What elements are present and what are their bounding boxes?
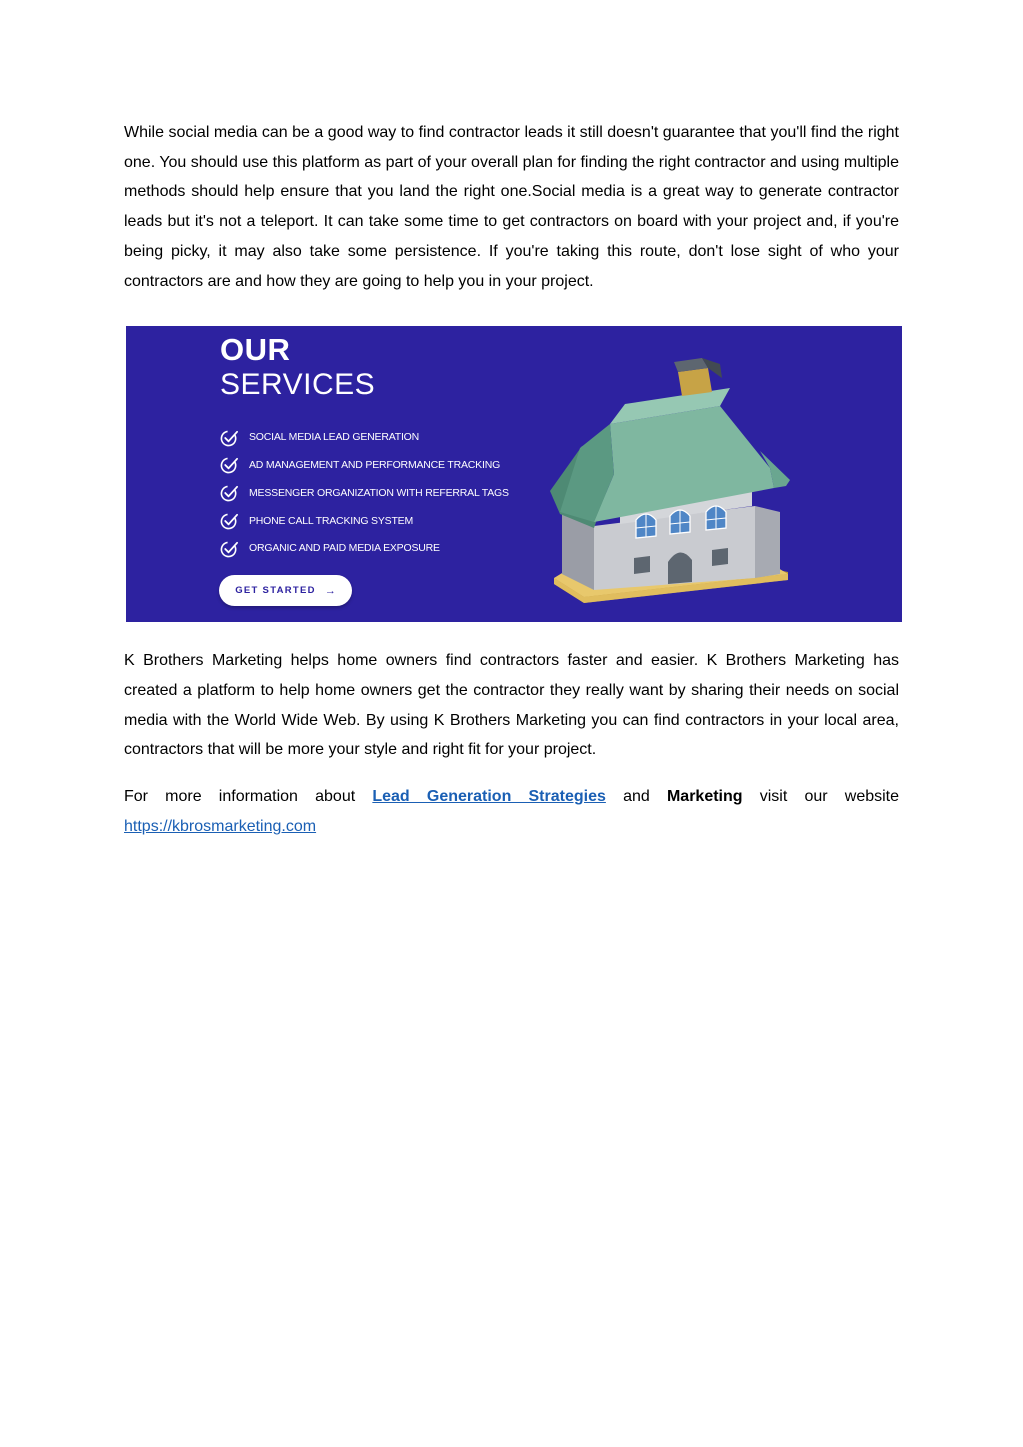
marketing-text: Marketing bbox=[666, 788, 743, 806]
check-circle-icon bbox=[220, 511, 239, 530]
service-item bbox=[220, 423, 509, 451]
more-info-and: and bbox=[623, 788, 650, 806]
check-circle-icon bbox=[220, 428, 239, 447]
services-list bbox=[220, 423, 509, 562]
services-banner bbox=[126, 326, 902, 622]
lead-generation-link[interactable]: Lead Generation Strategies bbox=[372, 788, 606, 806]
get-started-button[interactable] bbox=[219, 575, 352, 606]
document-page bbox=[124, 118, 899, 841]
banner-title-services: SERVICES bbox=[220, 368, 376, 402]
check-circle-icon bbox=[220, 539, 239, 558]
check-circle-icon bbox=[220, 455, 239, 474]
check-circle-icon bbox=[220, 483, 239, 502]
service-item bbox=[220, 534, 509, 562]
service-label: MESSENGER ORGANIZATION WITH REFERRAL TAGS bbox=[249, 486, 509, 499]
service-item bbox=[220, 451, 509, 479]
more-info-paragraph bbox=[124, 782, 899, 841]
intro-paragraph: While social media can be a good way to find contractor leads it still doesn't guarantee that you'll find the right one. You should use this platform as part of your overall plan for finding the right contractor and using multiple methods should help ensure that you land the right one.Social media is a great way to generate contractor leads but it's not a teleport. It can take some time to get contractors on board with your project and, if you're being picky, it may also take some persistence. If you're taking this route, don't lose sight of who your contractors are and how they are going to help you in your project. bbox=[124, 124, 899, 290]
more-info-suffix: visit our website bbox=[759, 788, 900, 806]
banner-title-our: OUR bbox=[220, 332, 291, 368]
about-paragraph: K Brothers Marketing helps home owners find contractors faster and easier. K Brothers Marketing has created a platform to help home owners get the contractor they really want by sharing their needs on social media with the World Wide Web. By using K Brothers Marketing you can find contractors in your local area, contractors that will be more your style and right fit for your project. bbox=[124, 652, 899, 759]
service-label: PHONE CALL TRACKING SYSTEM bbox=[249, 514, 414, 527]
service-label: AD MANAGEMENT AND PERFORMANCE TRACKING bbox=[249, 458, 501, 471]
service-item bbox=[220, 507, 509, 535]
service-item bbox=[220, 479, 509, 507]
house-illustration bbox=[550, 356, 800, 618]
service-label: SOCIAL MEDIA LEAD GENERATION bbox=[249, 431, 420, 444]
service-label: ORGANIC AND PAID MEDIA EXPOSURE bbox=[249, 542, 440, 555]
arrow-right-icon: → bbox=[324, 584, 336, 597]
website-link[interactable]: https://kbrosmarketing.com bbox=[124, 817, 317, 835]
more-info-prefix: For more information about bbox=[124, 788, 356, 806]
get-started-label: GET STARTED bbox=[235, 585, 316, 597]
